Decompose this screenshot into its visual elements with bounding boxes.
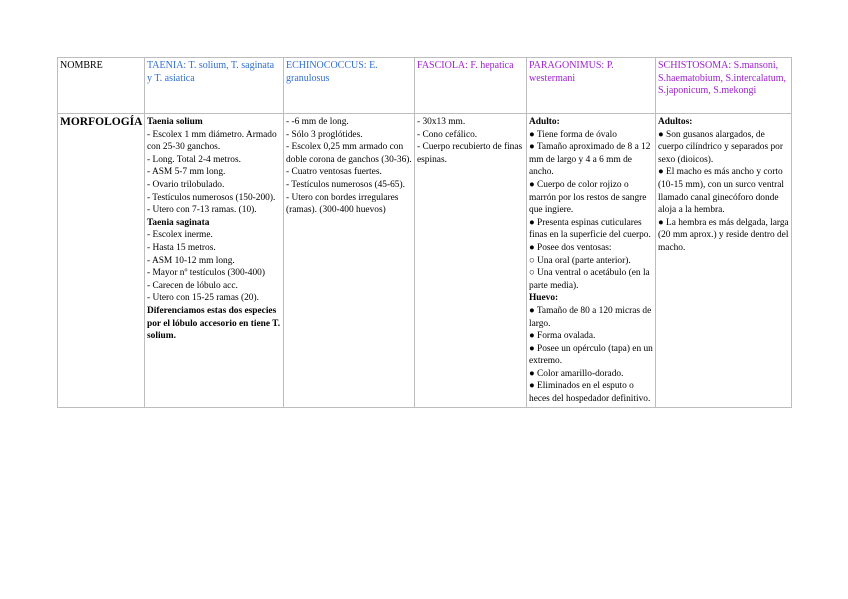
- morfologia-row: [58, 114, 792, 408]
- paragonimus-line: Huevo:: [529, 293, 559, 304]
- header-taenia: [145, 58, 284, 114]
- header-nombre: [58, 58, 145, 114]
- schistosoma-cell: [656, 114, 792, 408]
- paragonimus-line: ● Posee un opérculo (tapa) en un extremo.: [529, 343, 653, 367]
- echinococcus-line: - Sólo 3 proglótides.: [286, 129, 363, 140]
- taenia-line: - Escolex 1 mm diámetro. Armado con 25-30 ganchos.: [147, 129, 277, 153]
- paragonimus-line: ● Forma ovalada.: [529, 331, 596, 342]
- paragonimus-line: ● Tamaño aproximado de 8 a 12 mm de largo y 4 a 6 mm de ancho.: [529, 142, 651, 178]
- header-paragonimus-text: PARAGONIMUS: P. westermani: [529, 60, 614, 84]
- taenia-line: - Utero con 7-13 ramas. (10).: [147, 205, 257, 216]
- taenia-line: - Long. Total 2-4 metros.: [147, 154, 241, 165]
- taenia-line: Taenia solium: [147, 117, 203, 127]
- schistosoma-line: Adultos:: [658, 117, 693, 127]
- taenia-line: - ASM 5-7 mm long.: [147, 167, 226, 178]
- fasciola-line: - Cuerpo recubierto de finas espinas.: [417, 142, 523, 165]
- taenia-line: Taenia saginata: [147, 217, 210, 228]
- header-row: [58, 58, 792, 114]
- fasciola-cell: [415, 114, 527, 408]
- paragonimus-line: ● Presenta espinas cuticulares finas en la superficie del cuerpo.: [529, 217, 651, 241]
- schistosoma-line: ● La hembra es más delgada, larga (20 mm aprox.) y reside dentro del macho.: [658, 217, 789, 253]
- row-label: MORFOLOGÍA: [60, 116, 143, 128]
- header-fasciola-text: FASCIOLA: F. hepatica: [417, 60, 514, 71]
- echinococcus-line: - Escolex 0,25 mm armado con doble corona de ganchos (30-36).: [286, 142, 412, 165]
- taenia-line: - Ovario trilobulado.: [147, 179, 225, 190]
- paragonimus-line: ● Eliminados en el esputo o heces del hospedador definitivo.: [529, 381, 651, 405]
- paragonimus-line: ● Tamaño de 80 a 120 micras de largo.: [529, 305, 652, 329]
- header-schistosoma-text: SCHISTOSOMA: S.mansoni, S.haematobium, S.intercalatum, S.japonicum, S.mekongi: [658, 60, 787, 97]
- taenia-line: - Escolex inerme.: [147, 230, 213, 241]
- echinococcus-line: - Testículos numerosos (45-65).: [286, 179, 405, 190]
- parasite-table: [57, 57, 792, 408]
- schistosoma-line: ● Son gusanos alargados, de cuerpo cilíndrico y separados por sexo (dioicos).: [658, 129, 783, 165]
- header-schistosoma: [656, 58, 792, 114]
- header-echinococcus-text: ECHINOCOCCUS: E. granulosus: [286, 60, 378, 84]
- echinococcus-cell: [284, 114, 415, 408]
- paragonimus-line: ● Color amarillo-dorado.: [529, 368, 624, 379]
- fasciola-line: - Cono cefálico.: [417, 129, 478, 140]
- taenia-line: - Carecen de lóbulo acc.: [147, 280, 238, 291]
- paragonimus-line: ● Posee dos ventosas:: [529, 242, 612, 253]
- paragonimus-line: ● Tiene forma de óvalo: [529, 129, 617, 140]
- header-nombre-text: NOMBRE: [60, 60, 103, 71]
- echinococcus-line: - Cuatro ventosas fuertes.: [286, 167, 382, 178]
- row-label-cell: [58, 114, 145, 408]
- taenia-line: - Testículos numerosos (150-200).: [147, 192, 276, 203]
- taenia-line: - Utero con 15-25 ramas (20).: [147, 293, 259, 304]
- paragonimus-line: ○ Una oral (parte anterior).: [529, 255, 631, 266]
- echinococcus-line: - -6 mm de long.: [286, 117, 349, 127]
- echinococcus-line: - Utero con bordes irregulares (ramas). (300-400 huevos): [286, 192, 399, 216]
- header-taenia-text: TAENIA: T. solium, T. saginata y T. asiatica: [147, 60, 275, 84]
- taenia-line: - Hasta 15 metros.: [147, 242, 216, 253]
- paragonimus-line: ● Cuerpo de color rojizo o marrón por los restos de sangre que ingiere.: [529, 179, 647, 216]
- paragonimus-line: Adulto:: [529, 117, 560, 127]
- header-fasciola: [415, 58, 527, 114]
- taenia-line: - ASM 10-12 mm long.: [147, 255, 235, 266]
- schistosoma-line: ● El macho es más ancho y corto (10-15 mm), con un surco ventral llamado canal ginecóforo donde aloja a la hembra.: [658, 167, 785, 216]
- taenia-line: - Mayor nº testículos (300-400): [147, 268, 265, 279]
- header-echinococcus: [284, 58, 415, 114]
- header-paragonimus: [527, 58, 656, 114]
- fasciola-line: - 30x13 mm.: [417, 117, 466, 127]
- paragonimus-line: ○ Una ventral o acetábulo (en la parte media).: [529, 268, 650, 291]
- taenia-line: Diferenciamos estas dos especies por el lóbulo accesorio en tiene T. solium.: [147, 305, 281, 342]
- taenia-cell: [145, 114, 284, 408]
- paragonimus-cell: [527, 114, 656, 408]
